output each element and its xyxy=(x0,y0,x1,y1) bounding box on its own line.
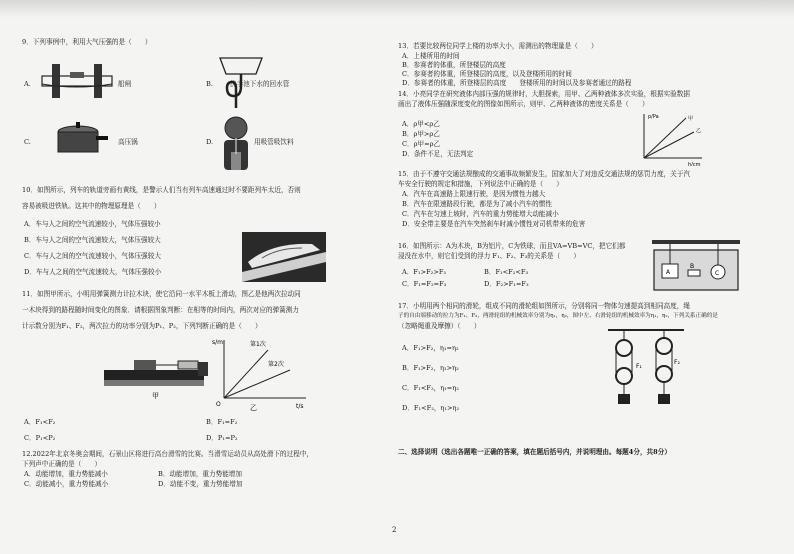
graph-yi-label: 乙 xyxy=(696,128,702,134)
q15-option-d: D．安全带主要是在汽车突然刹车时减小惯性对司机带来的危害 xyxy=(402,220,586,228)
q16-option-a: A．F₁>F₂>F₃ xyxy=(402,268,447,276)
q10-option-d: D．车与人之间的空气流速较大，气体压强较小 xyxy=(24,268,162,276)
q11-option-b: B．F₁=F₂ xyxy=(206,418,238,426)
pressure-cooker-figure xyxy=(50,120,108,160)
q11-stem-3: 计示数分别为F₁、F₂，两次拉力的功率分别为P₁、P₂，下列判断正确的是（ ） xyxy=(22,322,262,330)
q10-option-c: C．车与人之间的空气流速较小，气体压强较大 xyxy=(24,252,161,260)
q11-option-c: C．P₁<P₂ xyxy=(24,434,56,442)
pulley-systems-figure xyxy=(606,328,686,410)
q9-option-b: B. xyxy=(206,80,213,88)
axis-t-label: t/s xyxy=(296,403,304,410)
high-speed-train-photo xyxy=(242,232,326,282)
q14-stem-2: 画出了液体压强随深度变化的图像如图所示，则甲、乙两种液体的密度关系是（ ） xyxy=(398,100,649,108)
ball-c-label: C xyxy=(715,270,720,277)
graph-jia-label: 甲 xyxy=(688,116,694,122)
q17-option-a: A．F₁>F₂，η₁=η₂ xyxy=(402,344,459,352)
q14-stem-1: 14．小亮同学在研究液体内部压强的规律时，大胆探索，用甲、乙两种液体多次实验，根据实验数据 xyxy=(398,90,690,98)
q9-label-b: 洗手池下水的回水管 xyxy=(230,80,290,88)
s-t-graph xyxy=(210,336,310,412)
q10-stem-2: 容易被吸进铁轨。这其中的物理原理是（ ） xyxy=(22,202,161,210)
q9-label-d: 用吸管吸饮料 xyxy=(254,138,294,146)
q9-stem: 9．下列事例中，利用大气压强的是（ ） xyxy=(22,38,152,46)
q10-option-b: B．车与人之间的空气流速较大，气体压强较大 xyxy=(24,236,161,244)
q14-option-a: A．ρ甲<ρ乙 xyxy=(402,120,440,128)
q15-stem-1: 15．由于不遵守交通法规酿成的交通事故频繁发生，国家加大了对违反交通法规的惩罚力度，关于汽 xyxy=(398,170,690,178)
second-run-label: 第2次 xyxy=(268,361,284,368)
graph-h-label: h/cm xyxy=(688,162,701,166)
q9-label-c: 高压锅 xyxy=(118,138,138,146)
q13-option-c: C．参赛者的体重，所登楼层的高度，以及登楼所用的时间 xyxy=(402,70,572,78)
q9-option-c: C. xyxy=(24,138,31,146)
q16-option-d: D．F₂>F₁=F₃ xyxy=(484,280,529,288)
q12-stem-1: 12.2022年北京冬奥会期间，石景山区将进行高台滑雪的比赛。当滑雪运动员从高处滑下的过程中， xyxy=(22,450,314,458)
q11-stem-1: 11．如图甲所示，小明用弹簧测力计拉木块，使它沿同一水平木板上滑动，图乙是他两次拉动同 xyxy=(22,290,301,298)
graph-p-label: p/Pa xyxy=(648,114,659,120)
q15-option-b: B．汽车在限速路段行驶，都是为了减小汽车的惯性 xyxy=(402,200,552,208)
q14-option-b: B．ρ甲>ρ乙 xyxy=(402,130,440,138)
force-f1-label: F₁ xyxy=(636,363,642,370)
origin-label: O xyxy=(216,401,221,408)
q11-option-a: A．F₁<F₂ xyxy=(24,418,56,426)
drinking-straw-figure xyxy=(216,114,258,176)
q13-option-d: D．参赛者的体重，所登楼层的高度 登楼所用的时间以及参赛者通过的路程 xyxy=(402,79,632,87)
q17-option-b: B．F₁>F₂，η₁>η₂ xyxy=(402,364,459,372)
page-number: 2 xyxy=(392,526,397,534)
block-b-label: B xyxy=(690,263,695,270)
q12-stem-2: 下列声中正确的是（ ） xyxy=(22,460,102,468)
q13-option-a: A．上楼所用的时间 xyxy=(402,52,460,60)
q17-option-d: D．F₁<F₂，η₁>η₂ xyxy=(402,404,460,412)
axis-s-label: s/m xyxy=(212,339,223,346)
block-a-label: A xyxy=(666,269,671,276)
q12-option-a: A．动能增加，重力势能减小 xyxy=(24,470,108,478)
q12-option-d: D．动能不变，重力势能增加 xyxy=(158,480,243,488)
q12-option-c: C．动能减小，重力势能减小 xyxy=(24,480,109,488)
q14-option-d: D．条件不足，无法判定 xyxy=(402,150,474,158)
q9-label-a: 船闸 xyxy=(118,80,132,88)
q9-option-a: A. xyxy=(24,80,31,88)
q16-stem-2: 浸没在水中，则它们受到的浮力 F₁、F₂、F₃的关系是（ ） xyxy=(398,252,580,260)
canal-lock-figure xyxy=(40,58,114,100)
q17-stem-1: 17．小明用两个相同的滑轮，组成不同的滑轮组如图所示，分别将同一物体匀速提高到相同高度，绳 xyxy=(398,302,690,310)
q10-stem-1: 10．如图所示，列车的轨道旁画有黄线，是警示人们当有列车高速通过时不要距列车太近，否则 xyxy=(22,186,301,194)
q13-option-b: B．参赛者的体重，所登楼层的高度 xyxy=(402,61,506,69)
force-f2-label: F₂ xyxy=(674,359,680,366)
pressure-depth-graph xyxy=(634,110,706,166)
q17-stem-2: 子的自由端移动的拉力为F₁、F₂，两滑轮组的机械效率分别为η₁，η₂，图中左、右滑轮组的机械效率为η₁，η₂，下列关系正确的是 xyxy=(398,313,718,319)
q16-option-c: C．F₁=F₂=F₃ xyxy=(402,280,447,288)
q10-option-a: A．车与人之间的空气流速较小，气体压强较小 xyxy=(24,220,161,228)
q15-option-c: C．汽车在匀速上坡时，汽车的重力势能增大动能减小 xyxy=(402,210,559,218)
q15-option-a: A．汽车在高速路上限速行驶，是因为惯性力越大 xyxy=(402,190,546,198)
q16-option-b: B．F₁<F₂<F₃ xyxy=(484,268,529,276)
q12-option-b: B．动能增加，重力势能增加 xyxy=(158,470,242,478)
q17-option-c: C．F₁<F₂，η₁=η₂ xyxy=(402,384,459,392)
q17-stem-3: （忽略绳重及摩擦）（ ） xyxy=(398,322,481,330)
buoyancy-tank-figure xyxy=(650,234,742,292)
q9-option-d: D. xyxy=(206,138,214,146)
q11-stem-2: 一木块得到的路程随时间变化的图象．请根据图象判断：在相等的时间内，两次对应的弹簧测力 xyxy=(22,306,299,314)
q16-stem-1: 16．如图所示：A为木块，B为铝片，C为铁球，而且VA=VB=VC，把它们都 xyxy=(398,242,626,250)
q11-option-d: D．P₁=P₂ xyxy=(206,434,238,442)
section-2-heading: 二、选择说明（选出各题唯一正确的答案，填在题后括号内，并说明理由。每题4分，共8分） xyxy=(398,448,671,456)
q14-option-c: C．ρ甲=ρ乙 xyxy=(402,140,441,148)
first-run-label: 第1次 xyxy=(250,341,266,348)
q13-stem: 13．若要比较两位同学上楼的功率大小，需测出的物理量是（ ） xyxy=(398,42,598,50)
spring-scale-figure xyxy=(100,336,210,402)
fig-yi-label: 乙 xyxy=(250,404,257,412)
fig-jia-label: 甲 xyxy=(152,392,159,400)
q15-stem-2: 车安全行驶的规定和措施，下列说法中正确的是（ ） xyxy=(398,180,563,188)
